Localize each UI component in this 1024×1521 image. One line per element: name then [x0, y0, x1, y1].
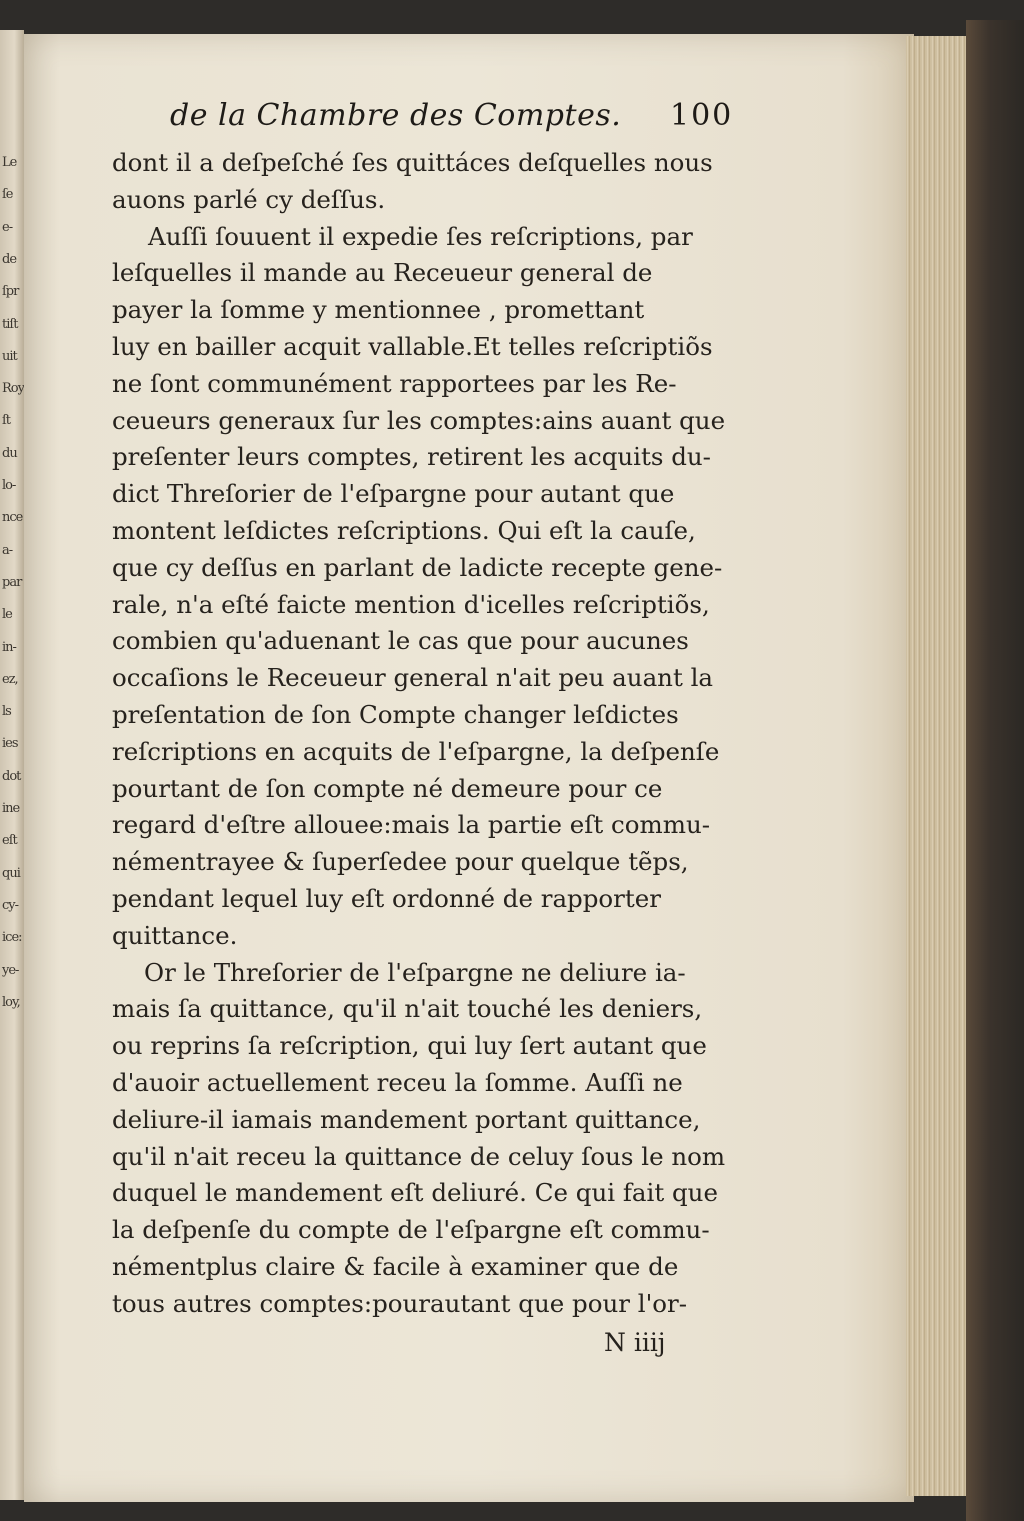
- text-line: auons parlé cy deſſus.: [112, 184, 386, 214]
- prev-page-fragment: uit: [2, 348, 17, 364]
- text-line: duquel le mandement eſt deliuré. Ce qui fait que: [112, 1178, 718, 1208]
- text-line: qu'il n'ait receu la quittance de celuy ſous le nom: [112, 1141, 726, 1171]
- text-line: payer la ſomme y mentionnee , promettant: [112, 295, 645, 325]
- text-line: montent leſdictes reſcriptions. Qui eſt la cauſe,: [112, 516, 696, 545]
- prev-page-fragment: loy,: [2, 994, 20, 1010]
- text-line: rale, n'a eſté faicte mention d'icelles reſcriptiõs,: [112, 589, 710, 619]
- text-line: luy en bailler acquit vallable.Et telles reſcriptiõs: [112, 332, 713, 361]
- text-line: occaſions le Receueur general n'ait peu auant la: [112, 663, 714, 693]
- prev-page-fragment: in-: [2, 639, 16, 655]
- text-line: ceueurs generaux ſur les comptes:ains auant que: [112, 405, 726, 435]
- text-line: Or le Threſorier de l'eſpargne ne deliure ia-: [144, 957, 686, 987]
- page-number: 100: [670, 98, 734, 133]
- prev-page-fragment: ice:: [2, 930, 22, 946]
- prev-page-fragment: ez,: [2, 671, 18, 687]
- text-line: combien qu'aduenant le cas que pour aucunes: [112, 626, 689, 656]
- text-line: némentrayee & ſuperſedee pour quelque tẽps,: [112, 847, 689, 877]
- prev-page-fragment: Roy: [2, 381, 24, 397]
- text-line: ne ſont communément rapportees par les Re-: [112, 368, 677, 398]
- text-line: preſenter leurs comptes, retirent les acquits du-: [112, 442, 711, 472]
- text-line: tous autres comptes:pourautant que pour l'or-: [112, 1288, 688, 1318]
- previous-page-edge: [0, 30, 24, 1500]
- running-head: [170, 98, 770, 148]
- prev-page-fragment: du: [2, 445, 17, 461]
- prev-page-fragment: ſpr: [2, 284, 19, 300]
- text-line: quittance.: [112, 920, 238, 950]
- prev-page-fragment: de: [2, 251, 17, 267]
- prev-page-fragment: Le: [2, 155, 17, 170]
- text-line: la deſpenſe du compte de l'eſpargne eſt commu-: [112, 1215, 710, 1245]
- text-line: dict Threſorier de l'eſpargne pour autant que: [112, 479, 675, 509]
- prev-page-fragment: ye-: [2, 962, 19, 978]
- text-line: reſcriptions en acquits de l'eſpargne, la deſpenſe: [112, 736, 720, 766]
- text-line: deliure-il iamais mandement portant quittance,: [112, 1104, 701, 1134]
- prev-page-fragment: ſe: [2, 187, 13, 203]
- text-line: pendant lequel luy eſt ordonné de rapporter: [112, 884, 661, 913]
- text-line: que cy deſſus en parlant de ladicte recepte gene-: [112, 552, 723, 582]
- prev-page-fragment: ſt: [2, 413, 11, 429]
- text-line: dont il a deſpeſché ſes quittáces deſquelles nous: [112, 148, 713, 177]
- binding: [966, 20, 1024, 1521]
- text-line: preſentation de ſon Compte changer leſdictes: [112, 700, 679, 729]
- text-line: Auſſi ſouuent il expedie ſes reſcriptions, par: [148, 221, 693, 251]
- prev-page-fragment: ies: [2, 736, 18, 752]
- prev-page-fragment: ls: [2, 704, 11, 720]
- text-line: leſquelles il mande au Receueur general de: [112, 258, 653, 288]
- prev-page-fragment: dot: [2, 768, 21, 784]
- prev-page-fragment: lo-: [2, 478, 16, 493]
- prev-page-fragment: ine: [2, 801, 20, 816]
- text-line: némentplus claire & facile à examiner que de: [112, 1252, 679, 1281]
- prev-page-fragment: a-: [2, 542, 13, 558]
- prev-page-fragment: nce: [2, 510, 23, 526]
- prev-page-fragment: cy-: [2, 897, 19, 913]
- text-line: mais ſa quittance, qu'il n'ait touché les deniers,: [112, 994, 703, 1024]
- prev-page-fragment: tiſt: [2, 316, 18, 332]
- prev-page-fragment: le: [2, 607, 12, 623]
- prev-page-fragment: qui: [2, 865, 20, 881]
- prev-page-fragment: par: [2, 574, 22, 590]
- text-line: regard d'eſtre allouee:mais la partie eſt commu-: [112, 810, 711, 840]
- signature-mark: N iiij: [604, 1328, 666, 1357]
- page-block-edge: [906, 36, 968, 1496]
- running-head-title: de la Chambre des Comptes.: [170, 98, 622, 133]
- text-line: pourtant de ſon compte né demeure pour ce: [112, 773, 663, 803]
- prev-page-fragment: e-: [2, 219, 13, 235]
- prev-page-fragment: eſt: [2, 833, 17, 849]
- text-line: ou reprins ſa reſcription, qui luy ſert autant que: [112, 1031, 707, 1061]
- text-line: d'auoir actuellement receu la ſomme. Auſſi ne: [112, 1068, 683, 1097]
